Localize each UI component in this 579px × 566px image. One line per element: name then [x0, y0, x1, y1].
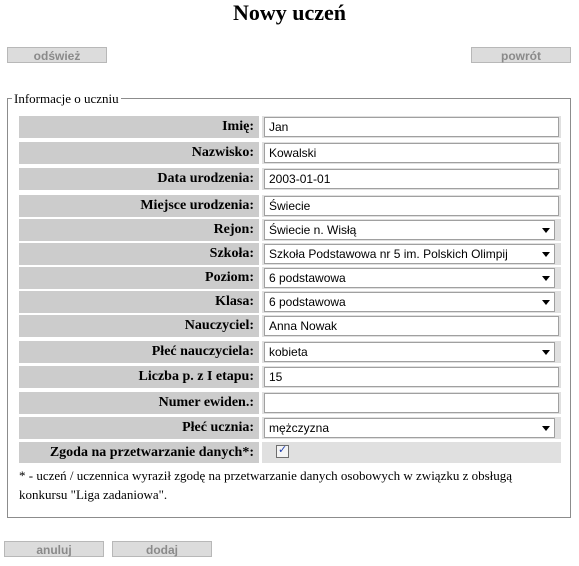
level-select[interactable]	[264, 268, 555, 288]
record-number-cell	[262, 392, 561, 414]
points-stage1-label: Liczba p. z I etapu:	[19, 366, 259, 388]
fieldset-legend: Informacje o uczniu	[14, 91, 119, 106]
region-cell	[262, 219, 561, 241]
last-name-cell	[262, 142, 561, 164]
school-label: Szkoła:	[19, 243, 259, 265]
region-select[interactable]	[264, 220, 555, 240]
row-record-number	[19, 392, 561, 414]
chevron-down-icon	[542, 300, 550, 305]
school-select[interactable]	[264, 244, 555, 264]
row-class	[19, 291, 561, 313]
student-gender-label: Płeć ucznia:	[19, 417, 259, 439]
level-label: Poziom:	[19, 267, 259, 289]
region-label: Rejon:	[19, 219, 259, 241]
record-number-label: Numer ewiden.:	[19, 392, 259, 414]
birth-date-label: Data urodzenia:	[19, 168, 259, 190]
last-name-label: Nazwisko:	[19, 142, 259, 164]
row-school	[19, 243, 561, 265]
level-cell	[262, 267, 561, 289]
cancel-button[interactable]: anuluj	[4, 541, 104, 557]
row-student-gender	[19, 417, 561, 439]
teacher-gender-cell	[262, 341, 561, 363]
student-gender-select[interactable]	[264, 418, 555, 438]
level-select-value: 6 podstawowa	[269, 271, 346, 285]
record-number-input[interactable]	[264, 393, 559, 413]
student-gender-cell	[262, 417, 561, 439]
birth-date-cell	[262, 168, 561, 190]
row-last-name	[19, 142, 561, 164]
chevron-down-icon	[542, 276, 550, 281]
chevron-down-icon	[542, 350, 550, 355]
student-gender-select-value: mężczyzna	[269, 421, 330, 435]
refresh-button[interactable]: odśwież	[7, 47, 107, 63]
row-birth-date	[19, 168, 561, 190]
birth-place-cell	[262, 195, 561, 217]
points-stage1-input[interactable]	[264, 367, 559, 387]
chevron-down-icon	[542, 252, 550, 257]
chevron-down-icon	[542, 228, 550, 233]
school-cell	[262, 243, 561, 265]
birth-place-input[interactable]	[264, 196, 559, 216]
class-label: Klasa:	[19, 291, 259, 313]
row-level	[19, 267, 561, 289]
region-select-value: Świecie n. Wisłą	[269, 223, 357, 237]
consent-footnote: * - uczeń / uczennica wyraził zgodę na przetwarzanie danych osobowych w związku z obsługą konkursu "Liga zadaniowa".	[19, 468, 513, 502]
row-region	[19, 219, 561, 241]
consent-label: Zgoda na przetwarzanie danych*:	[19, 442, 259, 463]
back-button[interactable]: powrót	[471, 47, 571, 63]
chevron-down-icon	[542, 426, 550, 431]
row-points-stage1	[19, 366, 561, 388]
teacher-gender-select-value: kobieta	[269, 345, 308, 359]
check-icon: ✓	[278, 443, 288, 456]
class-cell	[262, 291, 561, 313]
row-teacher	[19, 315, 561, 337]
class-select-value: 6 podstawowa	[269, 295, 346, 309]
teacher-gender-select[interactable]	[264, 342, 555, 362]
row-consent	[19, 442, 561, 463]
consent-cell	[262, 442, 561, 463]
teacher-cell	[262, 315, 561, 337]
school-select-value: Szkoła Podstawowa nr 5 im. Polskich Olimpij	[269, 247, 508, 261]
first-name-input[interactable]	[264, 117, 559, 137]
first-name-cell	[262, 116, 561, 138]
row-teacher-gender	[19, 341, 561, 363]
add-button[interactable]: dodaj	[112, 541, 212, 557]
birth-date-input[interactable]	[264, 169, 559, 189]
row-first-name	[19, 116, 561, 138]
page-title: Nowy uczeń	[232, 0, 347, 25]
points-stage1-cell	[262, 366, 561, 388]
teacher-input[interactable]	[264, 316, 559, 336]
teacher-label: Nauczyciel:	[19, 315, 259, 337]
first-name-label: Imię:	[19, 116, 259, 138]
consent-checkbox[interactable]	[276, 445, 289, 458]
row-birth-place	[19, 195, 561, 217]
last-name-input[interactable]	[264, 143, 559, 163]
birth-place-label: Miejsce urodzenia:	[19, 195, 259, 217]
teacher-gender-label: Płeć nauczyciela:	[19, 341, 259, 363]
class-select[interactable]	[264, 292, 555, 312]
